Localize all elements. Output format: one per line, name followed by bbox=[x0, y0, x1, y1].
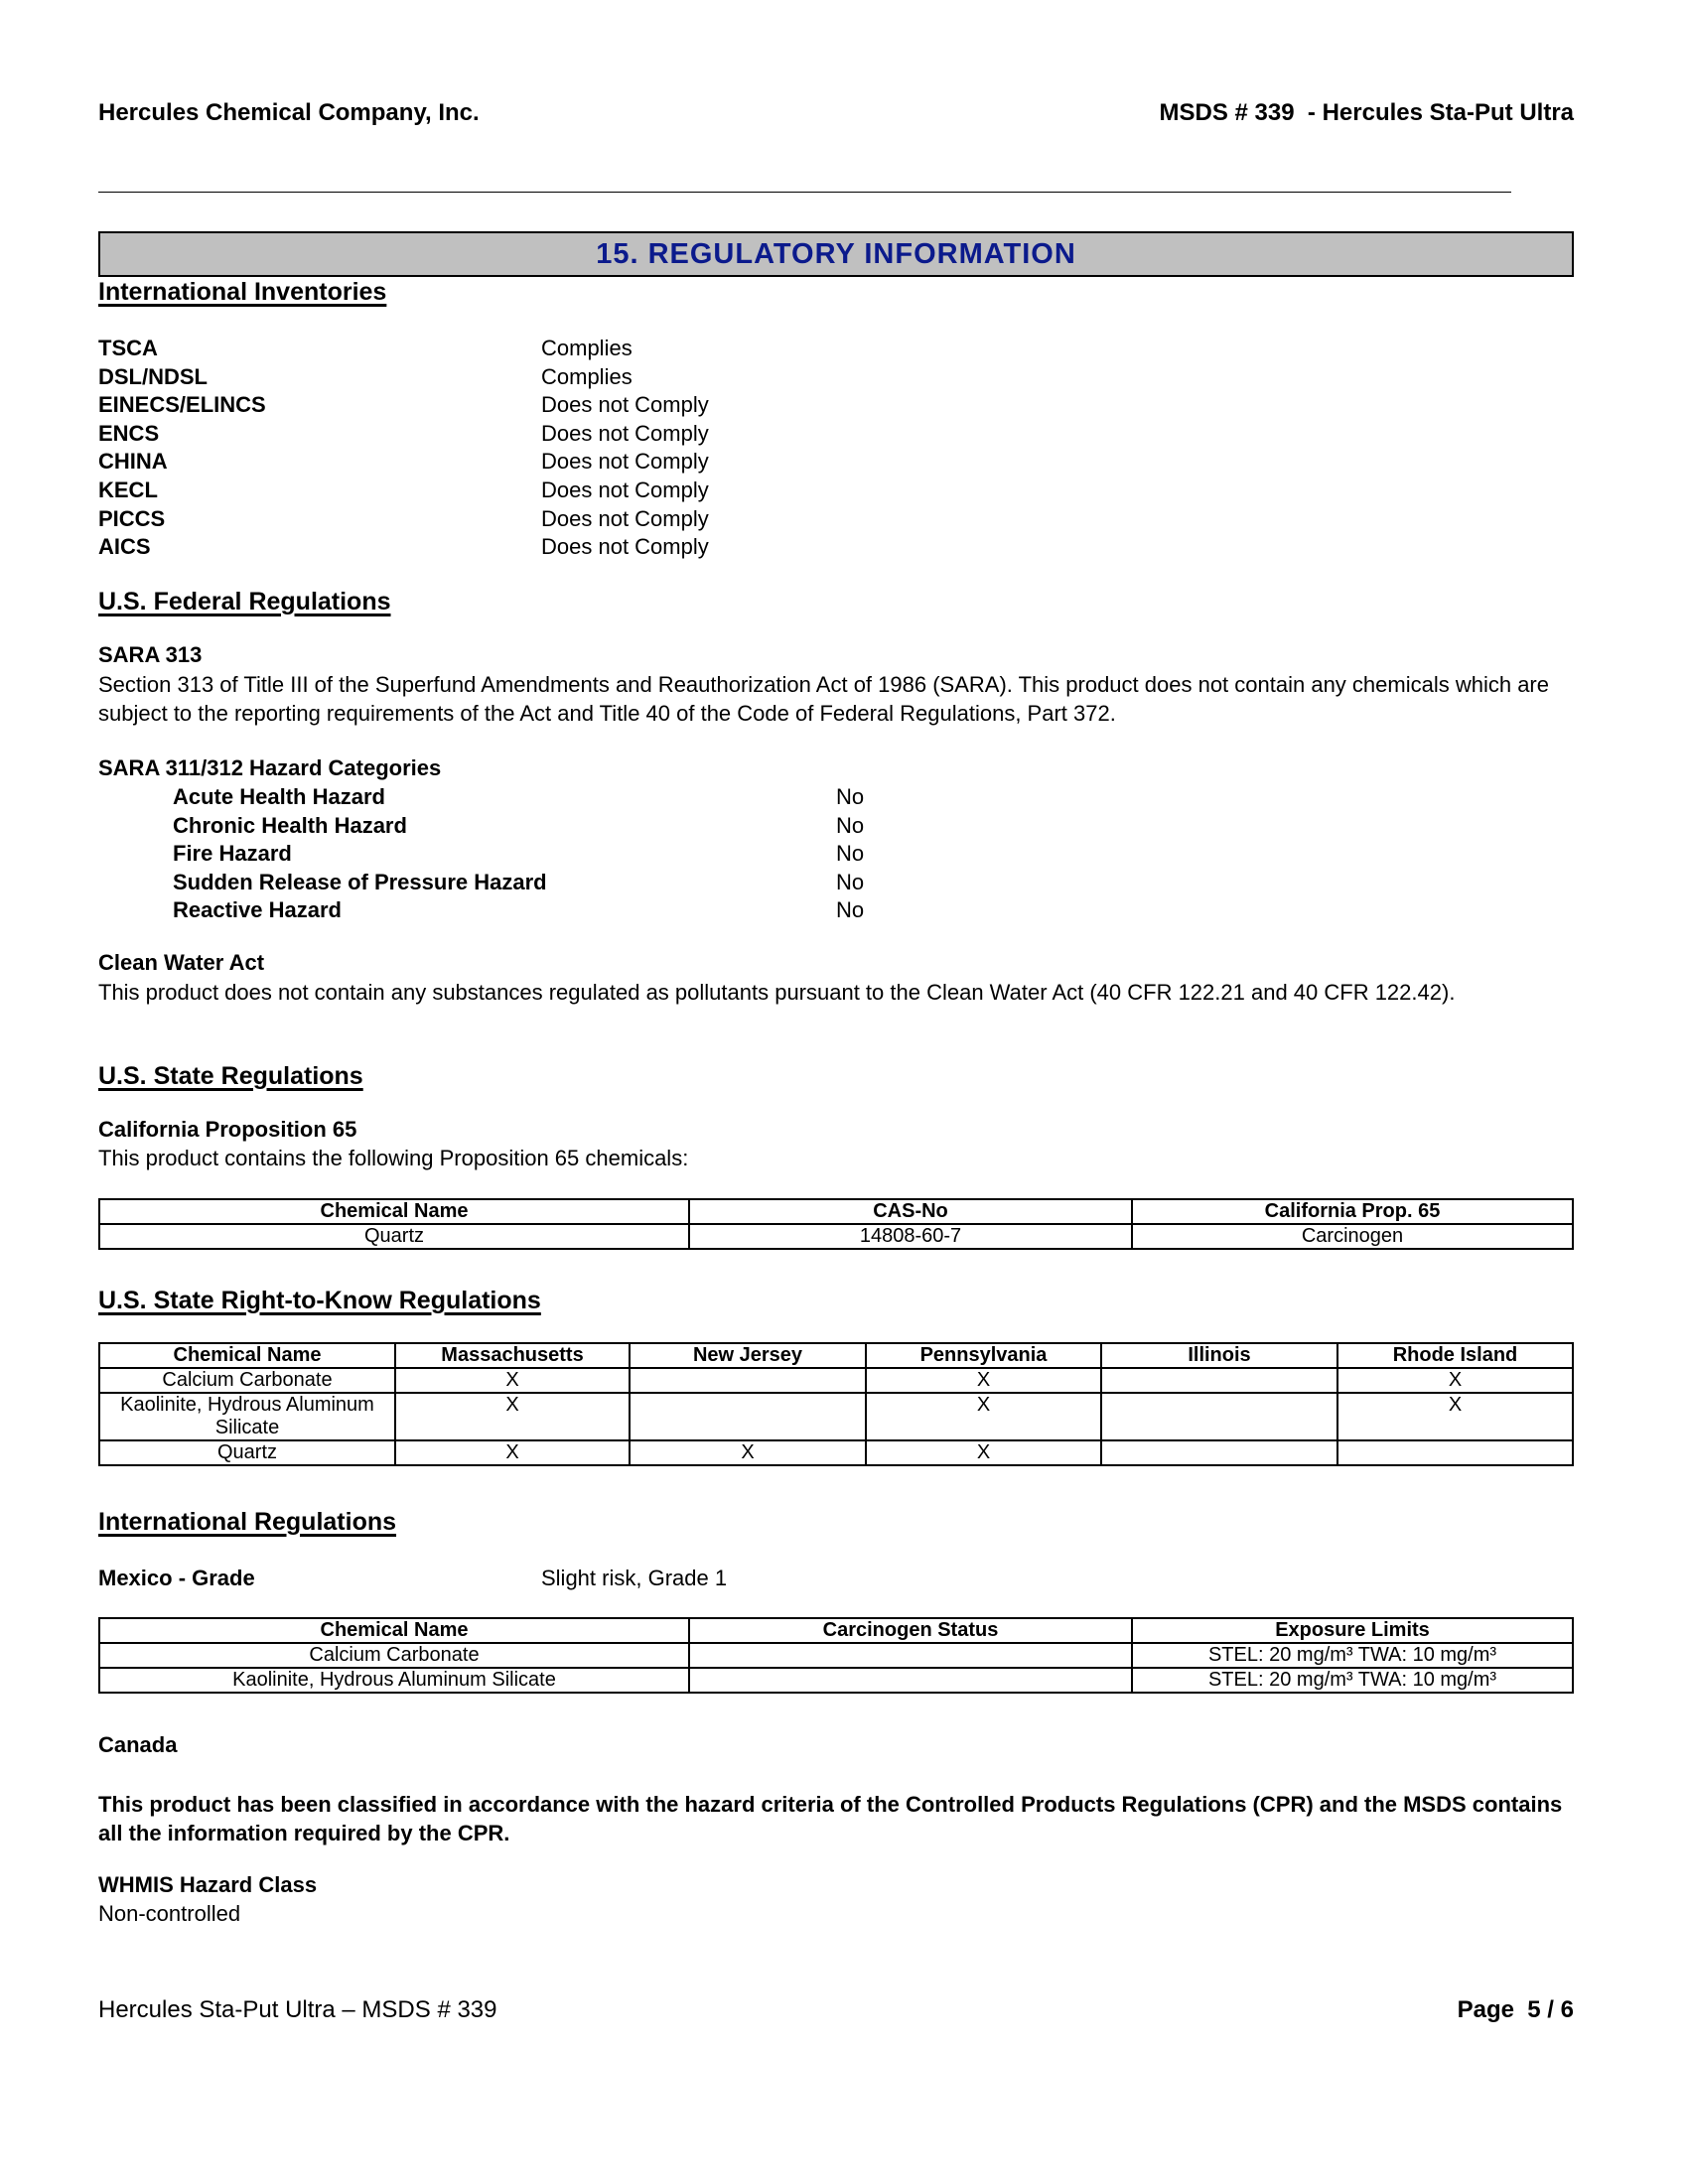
column-header: CAS-No bbox=[689, 1199, 1132, 1224]
mexico-table bbox=[98, 1617, 1574, 1694]
table-cell: Kaolinite, Hydrous Aluminum Silicate bbox=[99, 1668, 689, 1693]
table-cell: Carcinogen bbox=[1132, 1224, 1573, 1249]
table-cell: X bbox=[1337, 1393, 1573, 1440]
table-cell: STEL: 20 mg/m³ TWA: 10 mg/m³ bbox=[1132, 1643, 1573, 1668]
state-heading: U.S. State Regulations bbox=[98, 1062, 363, 1090]
hazard-name: Fire Hazard bbox=[173, 841, 292, 867]
mexico-label: Mexico - Grade bbox=[98, 1566, 255, 1590]
table-cell: X bbox=[395, 1393, 630, 1440]
table-cell: X bbox=[1337, 1368, 1573, 1393]
cwa-text: This product does not contain any substances regulated as pollutants pursuant to the Clean Water Act (40 CFR 122.21 and 40 CFR 122.42). bbox=[98, 980, 1456, 1005]
table-cell bbox=[630, 1368, 866, 1393]
inventory-name: EINECS/ELINCS bbox=[98, 392, 266, 418]
intl-regs-heading: International Regulations bbox=[98, 1508, 397, 1536]
column-header: Massachusetts bbox=[395, 1343, 630, 1368]
hazard-name: Chronic Health Hazard bbox=[173, 812, 407, 838]
column-header: Chemical Name bbox=[99, 1618, 689, 1643]
table-cell: X bbox=[866, 1440, 1101, 1465]
table-cell bbox=[689, 1668, 1132, 1693]
hazard-name: Sudden Release of Pressure Hazard bbox=[173, 869, 547, 894]
mexico-value: Slight risk, Grade 1 bbox=[541, 1566, 728, 1590]
hazard-value: No bbox=[836, 841, 865, 867]
sara311-title: SARA 311/312 Hazard Categories bbox=[98, 755, 442, 780]
company-name: Hercules Chemical Company, Inc. bbox=[98, 99, 480, 126]
federal-heading: U.S. Federal Regulations bbox=[98, 588, 391, 615]
rtk-row bbox=[99, 1368, 1573, 1393]
sara313-title: SARA 313 bbox=[98, 642, 203, 667]
column-header: Exposure Limits bbox=[1132, 1618, 1573, 1643]
whmis-value: Non-controlled bbox=[98, 1901, 241, 1926]
column-header: Rhode Island bbox=[1337, 1343, 1573, 1368]
table-cell: STEL: 20 mg/m³ TWA: 10 mg/m³ bbox=[1132, 1668, 1573, 1693]
table-cell bbox=[1101, 1440, 1337, 1465]
inventory-name: ENCS bbox=[98, 420, 160, 446]
column-header: Carcinogen Status bbox=[689, 1618, 1132, 1643]
footer-doc: Hercules Sta-Put Ultra – MSDS # 339 bbox=[98, 1996, 497, 2023]
table-header-row bbox=[99, 1199, 1573, 1224]
inventory-status: Complies bbox=[541, 363, 633, 389]
inventory-name: DSL/NDSL bbox=[98, 363, 208, 389]
inventory-status: Does not Comply bbox=[541, 505, 709, 531]
table-cell bbox=[1101, 1368, 1337, 1393]
rtk-row bbox=[99, 1440, 1573, 1465]
inventory-name: PICCS bbox=[98, 505, 166, 531]
intl-inventories-heading: International Inventories bbox=[98, 278, 387, 306]
inventory-name: AICS bbox=[98, 534, 151, 560]
inventory-name: CHINA bbox=[98, 449, 168, 475]
table-cell: X bbox=[866, 1368, 1101, 1393]
table-cell: Calcium Carbonate bbox=[99, 1368, 395, 1393]
table-cell: X bbox=[630, 1440, 866, 1465]
table-cell bbox=[630, 1393, 866, 1440]
sara313-text: Section 313 of Title III of the Superfund Amendments and Reauthorization Act of 1986 (SARA). This product does not contain any chemicals which are subject to the reporting requirements of the Act and Title 40 of the Code of Federal Regulations, Part 372. bbox=[98, 672, 1549, 726]
rtk-table bbox=[98, 1342, 1574, 1466]
whmis-title: WHMIS Hazard Class bbox=[98, 1872, 318, 1897]
table-cell bbox=[1337, 1440, 1573, 1465]
inventory-status: Complies bbox=[541, 336, 633, 360]
inventory-status: Does not Comply bbox=[541, 420, 709, 446]
rtk-heading: U.S. State Right-to-Know Regulations bbox=[98, 1287, 541, 1314]
inventory-status: Does not Comply bbox=[541, 534, 709, 560]
table-cell bbox=[1101, 1393, 1337, 1440]
column-header: Chemical Name bbox=[99, 1343, 395, 1368]
hazard-name: Acute Health Hazard bbox=[173, 784, 385, 809]
hazard-value: No bbox=[836, 869, 865, 894]
inventory-name: KECL bbox=[98, 478, 158, 502]
table-cell bbox=[689, 1643, 1132, 1668]
table-cell: X bbox=[395, 1368, 630, 1393]
hazard-name: Reactive Hazard bbox=[173, 897, 342, 923]
msds-title: MSDS # 339 - Hercules Sta-Put Ultra bbox=[1159, 99, 1574, 126]
table-cell: X bbox=[866, 1393, 1101, 1440]
inventory-status: Does not Comply bbox=[541, 392, 709, 418]
prop65-title: California Proposition 65 bbox=[98, 1117, 357, 1142]
rtk-row bbox=[99, 1393, 1573, 1440]
table-cell: 14808-60-7 bbox=[689, 1224, 1132, 1249]
canada-text: This product has been classified in accordance with the hazard criteria of the Controlled Products Regulations (CPR) and the MSDS contains all the information required by the CPR. bbox=[98, 1792, 1563, 1845]
column-header: Chemical Name bbox=[99, 1199, 689, 1224]
header-divider bbox=[98, 192, 1511, 193]
section-banner: 15. REGULATORY INFORMATION bbox=[98, 231, 1574, 277]
cwa-title: Clean Water Act bbox=[98, 950, 265, 975]
inventory-status: Does not Comply bbox=[541, 478, 709, 502]
column-header: California Prop. 65 bbox=[1132, 1199, 1573, 1224]
prop65-text: This product contains the following Proposition 65 chemicals: bbox=[98, 1146, 689, 1170]
canada-label: Canada bbox=[98, 1732, 178, 1757]
mexico-row bbox=[99, 1643, 1573, 1668]
hazard-value: No bbox=[836, 812, 865, 838]
mexico-row bbox=[99, 1668, 1573, 1693]
table-cell: X bbox=[395, 1440, 630, 1465]
prop65-row bbox=[99, 1224, 1573, 1249]
table-cell: Quartz bbox=[99, 1224, 689, 1249]
table-cell: Quartz bbox=[99, 1440, 395, 1465]
table-header-row bbox=[99, 1343, 1573, 1368]
footer-page: Page 5 / 6 bbox=[1457, 1996, 1574, 2023]
hazard-value: No bbox=[836, 897, 865, 923]
inventory-status: Does not Comply bbox=[541, 449, 709, 475]
table-cell: Calcium Carbonate bbox=[99, 1643, 689, 1668]
hazard-value: No bbox=[836, 784, 865, 809]
column-header: Illinois bbox=[1101, 1343, 1337, 1368]
table-cell: Kaolinite, Hydrous Aluminum Silicate bbox=[99, 1393, 395, 1440]
inventory-name: TSCA bbox=[98, 336, 158, 360]
column-header: Pennsylvania bbox=[866, 1343, 1101, 1368]
table-header-row bbox=[99, 1618, 1573, 1643]
prop65-table bbox=[98, 1198, 1574, 1250]
column-header: New Jersey bbox=[630, 1343, 866, 1368]
